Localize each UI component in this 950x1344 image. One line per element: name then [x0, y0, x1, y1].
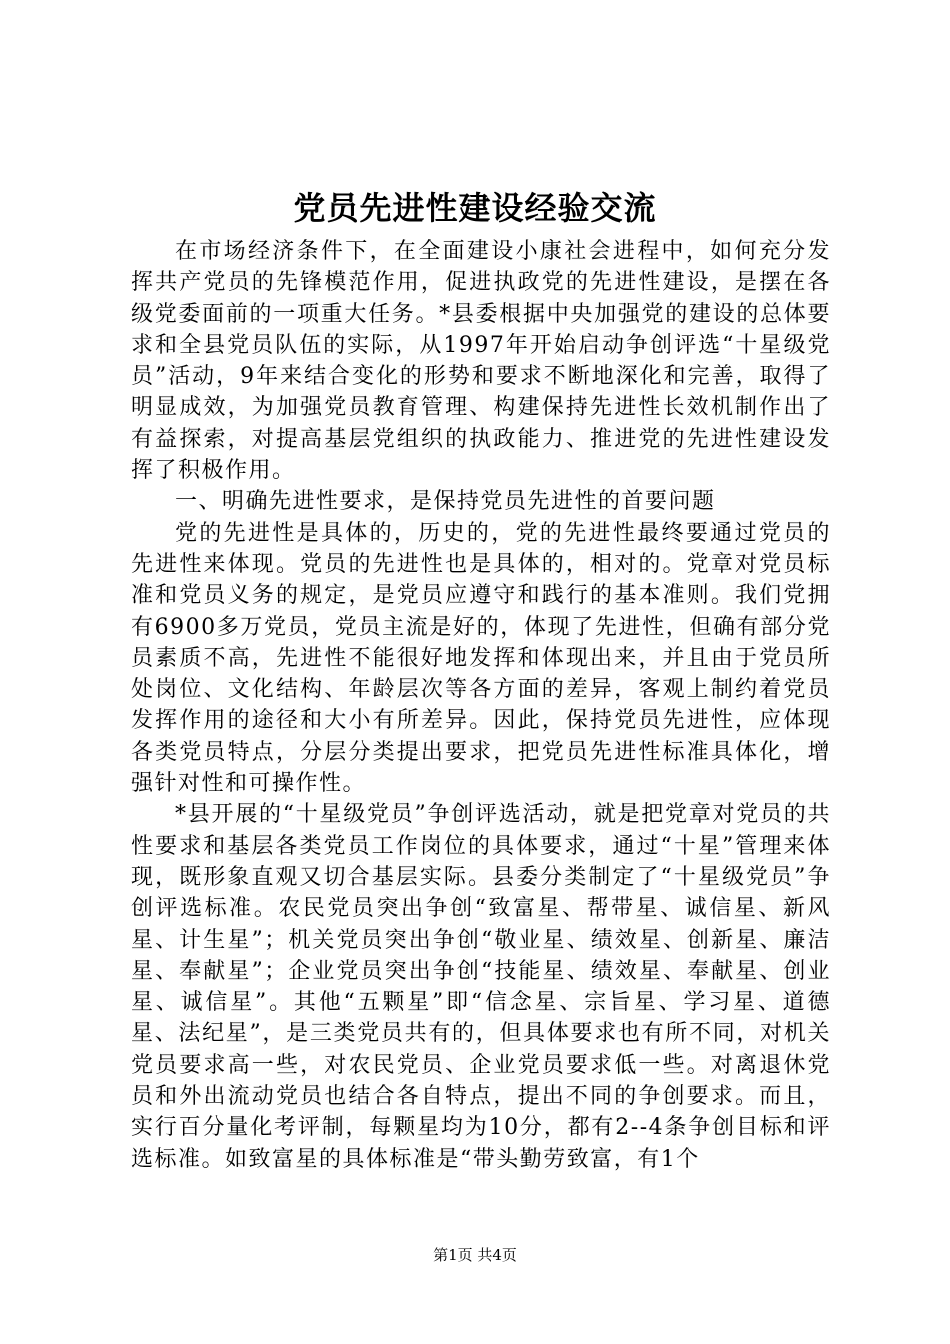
- section-heading-1: 一、明确先进性要求，是保持党员先进性的首要问题: [175, 489, 716, 515]
- paragraph-intro: 在市场经济条件下，在全面建设小康社会进程中，如何充分发挥共产党员的先锋模范作用，促进执政党的先进性建设，是摆在各级党委面前的一项重大任务。*县委根据中央加强党的建设的总体要求和全县党员队伍的实际，从1997年开始启动争创评选“十星级党员”活动，9年来结合变化的形势和要求不断地深化和完善，取得了明显成效，为加强党员教育管理、构建保持先进性长效机制作出了有益探索，对提高基层党组织的执政能力、推进党的先进性建设发挥了积极作用。: [131, 239, 831, 484]
- document-title: 党员先进性建设经验交流: [293, 189, 657, 227]
- paragraph-ten-star: *县开展的“十星级党员”争创评选活动，就是把党章对党员的共性要求和基层各类党员工作岗位的具体要求，通过“十星”管理来体现，既形象直观又切合基层实际。县委分类制定了“十星级党员”争创评选标准。农民党员突出争创“致富星、帮带星、诚信星、新风星、计生星”；机关党员突出争创“敬业星、绩效星、创新星、廉洁星、奉献星”；企业党员突出争创“技能星、绩效星、奉献星、创业星、诚信星”。其他“五颗星”即“信念星、宗旨星、学习星、道德星、法纪星”，是三类党员共有的，但具体要求也有所不同，对机关党员要求高一些，对农民党员、企业党员要求低一些。对离退休党员和外出流动党员也结合各自特点，提出不同的争创要求。而且，实行百分量化考评制，每颗星均为10分，都有2--4条争创目标和评选标准。如致富星的具体标准是“带头勤劳致富，有1个: [131, 802, 831, 1172]
- paragraph-advancement: 党的先进性是具体的，历史的，党的先进性最终要通过党员的先进性来体现。党员的先进性也是具体的，相对的。党章对党员标准和党员义务的规定，是党员应遵守和践行的基本准则。我们党拥有6900多万党员，党员主流是好的，体现了先进性，但确有部分党员素质不高，先进性不能很好地发挥和体现出来，并且由于党员所处岗位、文化结构、年龄层次等各方面的差异，客观上制约着党员发挥作用的途径和大小有所差异。因此，保持党员先进性，应体现各类党员特点，分层分类提出要求，把党员先进性标准具体化，增强针对性和可操作性。: [131, 520, 831, 797]
- page-footer: 第1页 共4页: [433, 1246, 517, 1264]
- document-body: [131, 236, 831, 1175]
